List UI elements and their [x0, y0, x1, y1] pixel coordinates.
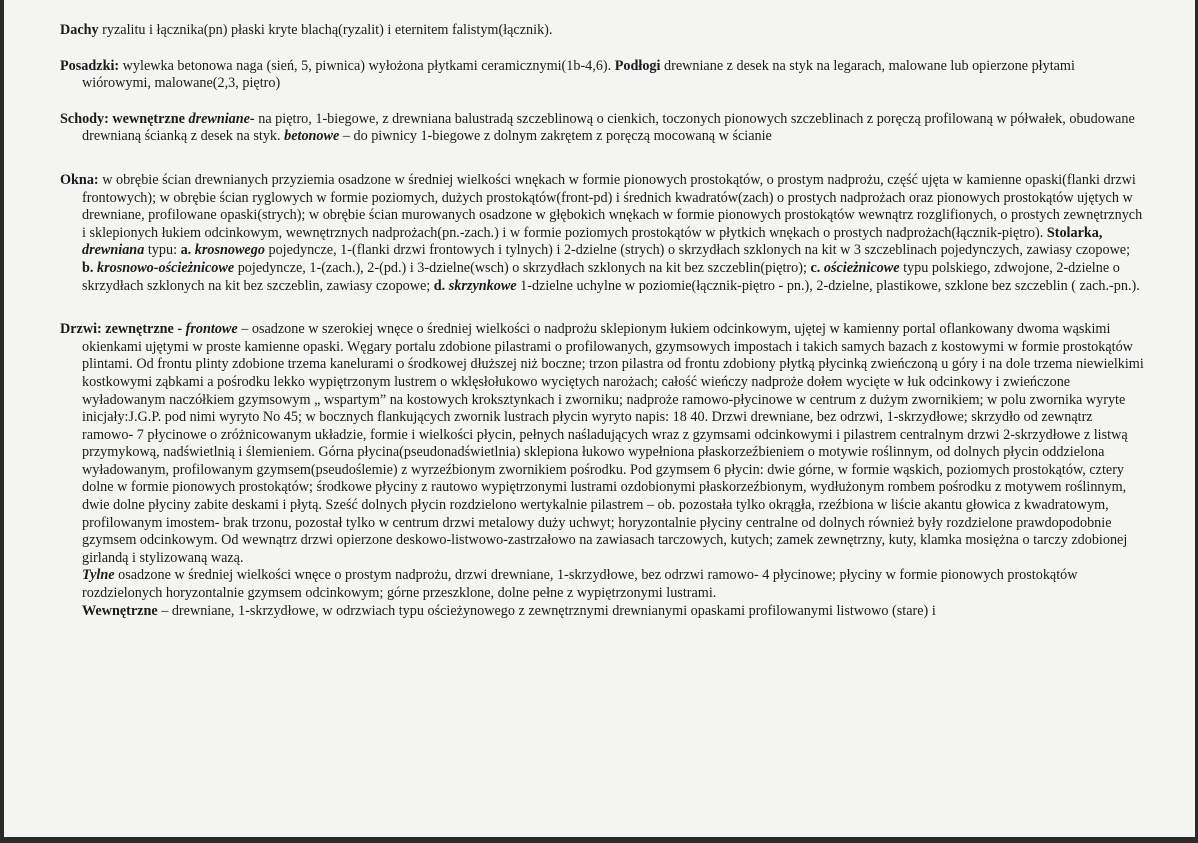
paragraph-dachy — [60, 22, 1145, 40]
stolarka-typu-text: typu: — [144, 242, 181, 259]
heading-drzwi: Drzwi: zewnętrzne - — [60, 321, 186, 338]
type-a-name: krosnowego — [194, 242, 265, 259]
document-page — [60, 22, 1145, 620]
posadzki-text: wylewka betonowa naga (sień, 5, piwnica) wyłożona płytkami ceramicznymi(1b-4,6). — [119, 57, 615, 74]
heading-okna: Okna: — [60, 171, 99, 188]
heading-posadzki: Posadzki: — [60, 57, 120, 74]
paragraph-drzwi-tylne — [60, 567, 1145, 602]
podlogi-text: drewniane z desek na styk na legarach, malowane lub opierzone płytami wiórowymi, malowane(2,3, piętro) — [82, 57, 1075, 92]
type-b-text: pojedyncze, 1-(zach.), 2-(pd.) i 3-dzielne(wsch) o skrzydłach szklonych na kit bez szczeblin(piętro); — [234, 259, 811, 276]
drzwi-tylne-text: osadzone w średniej wielkości wnęce o prostym nadprożu, drzwi drewniane, 1-skrzydłowe, bez odrzwi ramowo- 4 płycinowe; płyciny w formie pionowych prostokątów rozdzielonych horyzontalnie gzymsem odcinkowym; górne przeszklone, dolne pełne z wypiętrzonymi lustrami. — [82, 567, 1078, 602]
heading-schody: Schody: wewnętrzne — [60, 110, 189, 127]
scan-edge-left — [0, 0, 4, 843]
heading-wewnetrzne: Wewnętrzne — [82, 602, 158, 619]
scan-edge-bottom — [0, 837, 1198, 843]
paragraph-posadzki — [60, 58, 1145, 93]
drzwi-frontowe-text: – osadzone w szerokiej wnęce o średniej wielkości o nadprożu sklepionym łukiem odcinkowym, ujętej w kamienny portal oflankowany dwoma wąskimi okienkami ujętymi w proste kamienne opaski. Węgary portalu zdobione pilastrami o profilowanych, gzymsowych impostach i takich samych bazach z kostowymi w formie prostokątów plintami. Od frontu plinty zdobione trzema kanelurami o środkowej dłuższej niż boczne; trzon pilastra od frontu zdobiony płytką płycinką zwieńczoną u góry i na dole trzema niewielkimi kostkowymi ząbkami a pośrodku lekko wypiętrzonym lustrem o wklęsłołukowo wyciętych narożach; całość wieńczy nadproże dołem wycięte w łuk odcinkowy i zwieńczone wyładowanym naczółkiem gzymsowym „ wspartym” na kostowych kroksztynkach i zworniku; nadproże ramowo-płycinowe w centrum z dużym zwornikiem; w polu zwornika wyryte inicjały:J.G.P. pod nimi wyryto No 45; w bocznych flankujących zwornik lustrach płycin wyryto napis: 18 40. Drzwi drewniane, bez odrzwi, 1-skrzydłowe; skrzydło od zewnątrz ramowo- 7 płycinowe o zróżnicowanym układzie, formie i wielkości płycin, pełnych naśladujących wraz z gzymsami odcinkowymi i pilastrem centralnym drzwi 2-skrzydłowe z listwą przymykową, nadświetlnią i ślemieniem. Górna płycina(pseudonadświetlnia) sklepiona łukowo wypełniona płaskorzeźbieniem o motywie roślinnym, od dolnych płycin oddzielona wyładowanym, profilowanym gzymsem(pseudoślemie) z wyrzeźbionym zwornikiem pośrodku. Pod gzymsem 6 płycin: dwie górne, w formie wąskich, poziomych prostokątów, cztery dolne w formie pionowych prostokątów; środkowe płyciny z rautowo wypiętrzonymi lustrami ozdobionymi płaskorzeźbionym, wydłużonym rombem pośrodku z motywem roślinnym, dwie dolne płyciny zabite deskami i płytą. Sześć dolnych płycin rozdzielono wertykalnie pilastrem – ob. pozostała tylko okrągła, rzeźbiona w liście akantu głowica z kwadratowym, profilowanym imostem- brak trzonu, pozostał tylko w centrum drzwi metalowy duży uchwyt; horyzontalnie płyciny centralne od dolnych również były rozdzielone prawdopodobnie gzymsem odcinkowym. Od wewnątrz drzwi opierzone deskowo-listwowo-zastrzałowo na zawiasach tarczowych, kutych; zamek zewnętrzny, kuty, klamka mosiężna o tarczy zdobionej girlandą i stylizowaną wazą. — [82, 321, 1144, 566]
drzwi-frontowe-label: frontowe — [185, 321, 238, 338]
paragraph-drzwi — [60, 321, 1145, 567]
type-a-text: pojedyncze, 1-(flanki drzwi frontowych i tylnych) i 2-dzielne (strych) o skrzydłach szklonych na kit w 3 szczeblinach pojedynczych, zawiasy czopowe; — [264, 242, 1131, 259]
heading-podlogi: Podłogi — [614, 57, 661, 74]
drzwi-wewnetrzne-text: – drewniane, 1-skrzydłowe, w odrzwiach typu ościeżynowego z zewnętrznymi drewnianymi opaskami profilowanymi listwowo (stare) i — [157, 602, 936, 619]
type-a-label: a. — [180, 242, 195, 259]
type-c-label: c. — [810, 259, 824, 276]
stolarka-drewniana-label: drewniana — [82, 242, 145, 259]
heading-stolarka: Stolarka, — [1046, 224, 1103, 241]
type-d-name: skrzynkowe — [448, 277, 517, 294]
paragraph-okna — [60, 172, 1145, 295]
okna-text: w obrębie ścian drewnianych przyziemia osadzone w średniej wielkości wnękach w formie pionowych prostokątów, o prostym nadprożu, część ujęta w kamienne opaski(flanki drzwi frontowych); w obrębie ścian ryglowych w formie poziomych, dużych prostokątów(front-pd) i średnich kwadratów(zach) o prostych nadprożach oraz pionowych prostokątów ujętych w drewniane, profilowane opaski(strych); w obrębie ścian murowanych osadzone w głębokich wnękach w formie pionowych prostokątów wewnątrz rozglifionych, o prostych zewnętrznych i sklepionych łukiem odcinkowym, wewnętrznych nadprożach(pn.-zach.) i w formie poziomych prostokątów w płytkich wnękach o prostych nadprożach(łącznik-piętro). — [82, 171, 1143, 241]
dachy-text: ryzalitu i łącznika(pn) płaski kryte blachą(ryzalit) i eternitem falistym(łącznik). — [98, 22, 553, 38]
type-c-text: typu polskiego, zdwojone, 2-dzielne o skrzydłach szklonych na kit bez szczeblin, zawiasy czopowe; — [82, 259, 1120, 294]
type-d-text: 1-dzielne uchylne w poziomie(łącznik-piętro - pn.), 2-dzielne, plastikowe, szklone bez szczeblin ( zach.-pn.). — [516, 277, 1140, 294]
type-c-name: ościeżnicowe — [823, 259, 900, 276]
schody-betonowe-text: – do piwnicy 1-biegowe z dolnym zakrętem z poręczą mocowaną w ścianie — [339, 128, 772, 145]
paragraph-schody — [60, 111, 1145, 146]
heading-dachy: Dachy — [60, 22, 99, 38]
type-b-name: krosnowo-ościeżnicowe — [96, 259, 235, 276]
schody-betonowe-label: betonowe — [284, 128, 340, 145]
schody-drewniane-label: drewniane- — [188, 110, 255, 127]
type-b-label: b. — [82, 259, 97, 276]
type-d-label: d. — [433, 277, 449, 294]
schody-text: na piętro, 1-biegowe, z drewniana balustradą szczeblinową o cienkich, toczonych pionowych szczeblinach z poręczą profilowaną w półwałek, obudowane drewnianą ścianką z desek na styk. — [82, 110, 1135, 145]
drzwi-tylne-label: Tylne — [82, 567, 115, 584]
paragraph-drzwi-wewnetrzne — [60, 603, 1145, 621]
